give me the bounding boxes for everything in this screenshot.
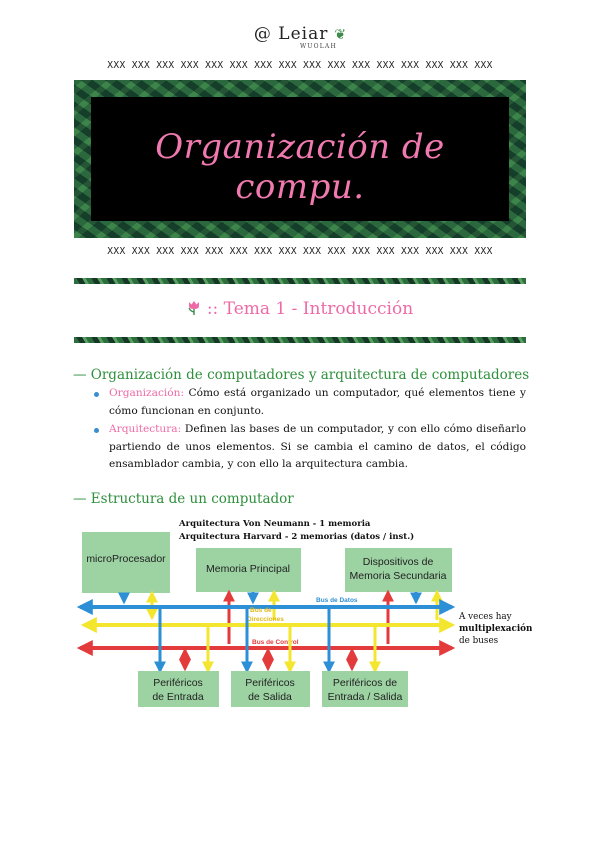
bus-note-line-1: A veces hay xyxy=(459,612,512,622)
logo-subtitle: WUOLAH xyxy=(300,43,337,50)
logo-brand: @ Leiar xyxy=(253,24,329,44)
term-label: Organización: xyxy=(109,387,185,399)
decor-row-top: XXX XXX XXX XXX XXX XXX XXX XXX XXX XXX XXX XXX XXX XXX XXX XXX xyxy=(107,60,493,71)
data-bus-label: Bus de Datos xyxy=(316,597,358,604)
wuolah-logo xyxy=(0,24,600,50)
leaf-icon: ❦ xyxy=(334,27,347,43)
term-definition: Cómo está organizado un computador, qué elementos tiene y cómo funcionan en conjunto. xyxy=(109,387,526,417)
topic-title xyxy=(0,299,600,319)
address-bus-label-1: Bus de xyxy=(250,607,272,614)
bus-note-line-3: de buses xyxy=(459,636,499,646)
document-title: Organización de compu. xyxy=(155,127,445,207)
leaf-stripe-bottom xyxy=(74,337,526,343)
harvard-caption: Arquitectura Harvard - 2 memorias (datos / inst.) xyxy=(179,532,415,542)
section-heading-organizacion: — Organización de computadores y arquitectura de computadores xyxy=(73,367,530,383)
title-banner xyxy=(74,80,526,238)
list-item xyxy=(92,385,526,420)
computer-structure-diagram xyxy=(72,518,532,713)
term-definition: Definen las bases de un computador, y con ello cómo diseñarlo partiendo de unos elementos. Si se cambia el camino de datos, el código ensamblador cambia, y con ello la arquitectura cambia. xyxy=(109,423,526,470)
tulip-icon xyxy=(187,300,201,316)
bus-note-line-2: multiplexación xyxy=(459,624,532,634)
bullet-list xyxy=(92,385,526,475)
section-heading-estructura: — Estructura de un computador xyxy=(73,491,294,507)
control-bus-label: Bus de Control xyxy=(252,639,299,646)
input-peripherals-label-1: Periféricos xyxy=(153,677,203,689)
title-panel xyxy=(91,97,509,221)
input-peripherals-label-2: de Entrada xyxy=(152,691,204,703)
output-peripherals-label-1: Periféricos xyxy=(245,677,295,689)
decor-row-bottom: XXX XXX XXX XXX XXX XXX XXX XXX XXX XXX XXX XXX XXX XXX XXX XXX xyxy=(107,246,493,257)
main-memory-label: Memoria Principal xyxy=(205,563,291,575)
secondary-memory-label-2: Memoria Secundaria xyxy=(349,570,447,582)
address-bus-label-2: Direcciones xyxy=(247,616,284,623)
von-neumann-caption: Arquitectura Von Neumann - 1 memoria xyxy=(179,519,371,529)
secondary-memory-label-1: Dispositivos de xyxy=(362,556,434,568)
io-peripherals-label-1: Periféricos de xyxy=(332,677,398,689)
microprocessor-label: microProcesador xyxy=(86,553,166,565)
output-peripherals-label-2: de Salida xyxy=(248,691,292,703)
leaf-stripe-top xyxy=(74,278,526,284)
list-item xyxy=(92,421,526,474)
topic-label: :: Tema 1 - Introducción xyxy=(206,299,414,319)
io-peripherals-label-2: Entrada / Salida xyxy=(327,691,403,703)
term-label: Arquitectura: xyxy=(109,423,182,435)
